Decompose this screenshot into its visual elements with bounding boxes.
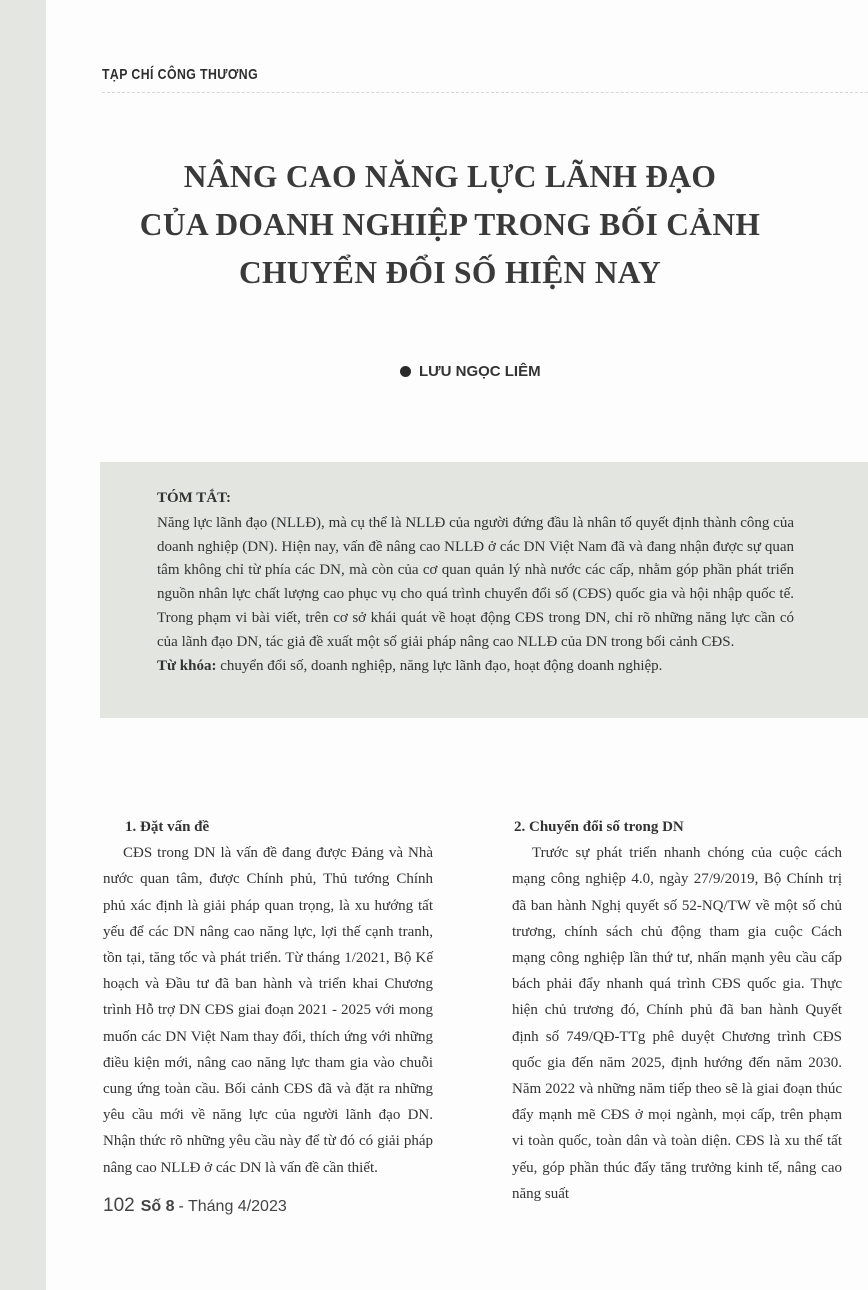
keywords-text: chuyển đổi số, doanh nghiệp, năng lực lãnh đạo, hoạt động doanh nghiệp.	[216, 657, 663, 674]
section-2-heading: 2. Chuyển đổi số trong DN	[514, 819, 684, 835]
keywords-line	[157, 655, 794, 679]
author-name: LƯU NGỌC LIÊM	[419, 363, 541, 380]
title-line-3: CHUYỂN ĐỔI SỐ HIỆN NAY	[238, 255, 661, 290]
column-left	[103, 814, 433, 1181]
issue-number: Số 8	[140, 1198, 175, 1215]
issue-date: - Tháng 4/2023	[178, 1198, 287, 1215]
page-footer	[103, 1195, 287, 1217]
abstract-box	[100, 462, 868, 718]
column-right	[512, 814, 842, 1207]
title-line-1: NÂNG CAO NĂNG LỰC LÃNH ĐẠO	[183, 159, 717, 194]
bullet-icon	[400, 366, 411, 377]
left-margin-band	[0, 0, 46, 1290]
author-line	[400, 363, 541, 380]
title-line-2: CỦA DOANH NGHIỆP TRONG BỐI CẢNH	[139, 207, 761, 242]
abstract-content	[157, 487, 794, 678]
article-title	[100, 153, 800, 297]
running-head: TẠP CHÍ CÔNG THƯƠNG	[102, 66, 259, 83]
keywords-label: Từ khóa:	[157, 657, 217, 674]
section-2-paragraph: Trước sự phát triển nhanh chóng của cuộc cách mạng công nghiệp 4.0, ngày 27/9/2019, Bộ Chính trị đã ban hành Nghị quyết số 52-NQ/TW về một số chủ trương, chính sách chủ động tham gia cuộc Cách mạng công nghiệp lần thứ tư, nhấn mạnh yêu cầu cấp bách phải đẩy nhanh quá trình CĐS quốc gia. Thực hiện chủ trương đó, Chính phủ đã ban hành Quyết định số 749/QĐ-TTg phê duyệt Chương trình CĐS quốc gia đến năm 2025, định hướng đến năm 2030. Năm 2022 và những năm tiếp theo sẽ là giai đoạn thúc đẩy mạnh mẽ CĐS ở mọi ngành, mọi cấp, trên phạm vi toàn quốc, toàn dân và toàn diện. CĐS là xu thế tất yếu, góp phần thúc đẩy tăng trưởng kinh tế, nâng cao năng suất	[512, 845, 842, 1202]
abstract-text: Năng lực lãnh đạo (NLLĐ), mà cụ thể là NLLĐ của người đứng đầu là nhân tố quyết định thành công của doanh nghiệp (DN). Hiện nay, vấn đề nâng cao NLLĐ ở các DN Việt Nam đã và đang nhận được sự quan tâm không chỉ từ phía các DN, mà còn của cơ quan quản lý nhà nước các cấp, nhằm góp phần phát triển nguồn nhân lực chất lượng cao phục vụ cho quá trình chuyển đổi số (CĐS) quốc gia và hội nhập quốc tế. Trong phạm vi bài viết, trên cơ sở khái quát về hoạt động CĐS trong DN, chỉ rõ những năng lực cần có của lãnh đạo DN, tác giả đề xuất một số giải pháp nâng cao NLLĐ của DN trong bối cảnh CĐS.	[157, 514, 794, 650]
abstract-heading: TÓM TẮT:	[157, 490, 232, 506]
page-number: 102	[103, 1195, 135, 1216]
section-1-heading: 1. Đặt vấn đề	[125, 819, 210, 835]
section-1-paragraph: CĐS trong DN là vấn đề đang được Đảng và Nhà nước quan tâm, được Chính phủ, Thủ tướng Chính phủ xác định là giải pháp quan trọng, là xu hướng tất yếu để các DN nâng cao năng lực, lợi thế cạnh tranh, tồn tại, tăng tốc và phát triển. Từ tháng 1/2021, Bộ Kế hoạch và Đầu tư đã ban hành và triển khai Chương trình Hỗ trợ DN CĐS giai đoạn 2021 - 2025 với mong muốn các DN Việt Nam thay đổi, thích ứng với những điều kiện mới, nâng cao năng lực tham gia vào chuỗi cung ứng toàn cầu. Bối cảnh CĐS đã và đặt ra những yêu cầu mới về năng lực của người lãnh đạo DN. Nhận thức rõ những yêu cầu này để từ đó có giải pháp nâng cao NLLĐ ở các DN là vấn đề cần thiết.	[103, 845, 433, 1176]
header-rule	[102, 92, 868, 93]
